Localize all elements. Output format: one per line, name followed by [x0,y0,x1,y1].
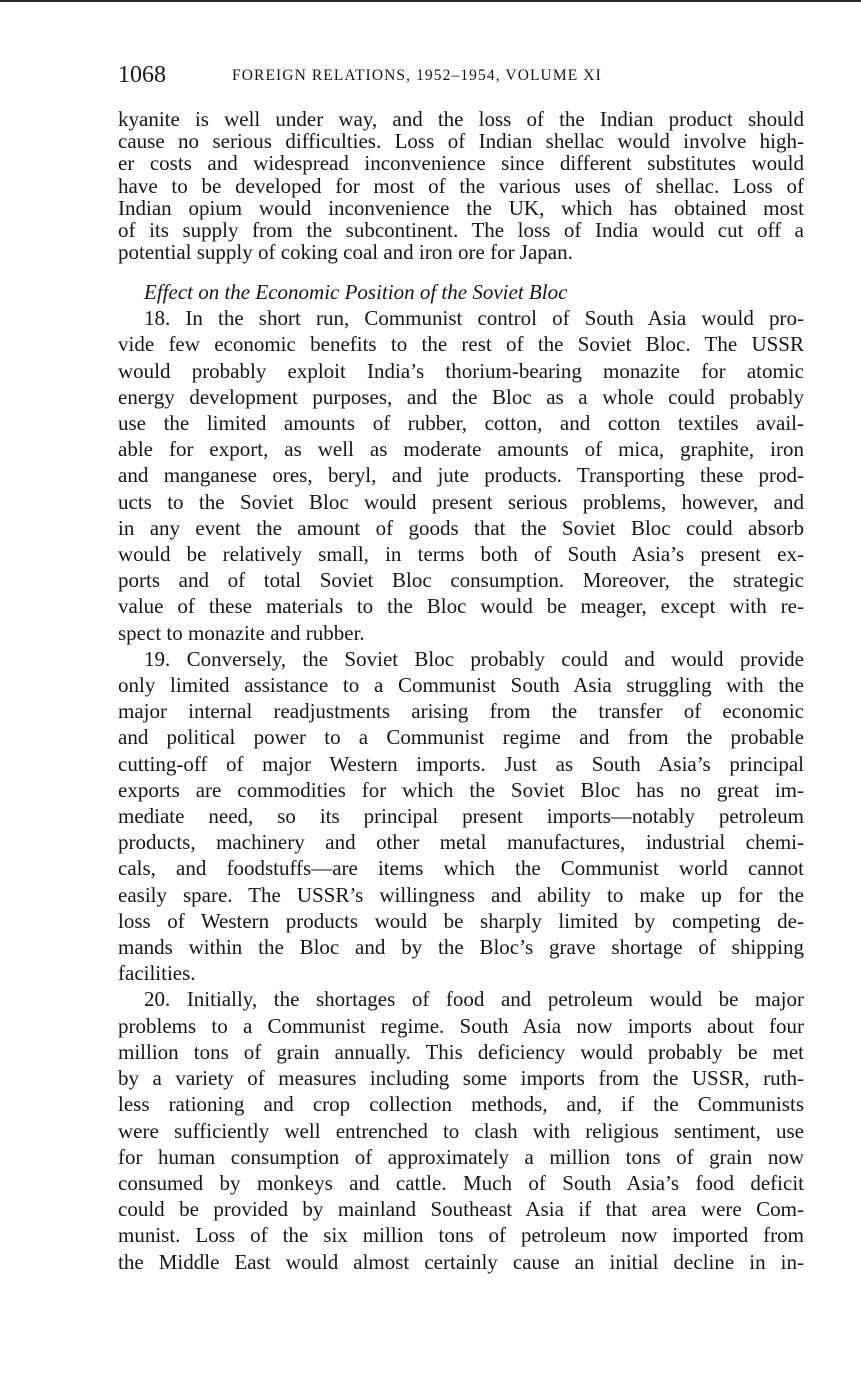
text-line: able for export, as well as moderate amounts of mica, graphite, iron [118,437,804,462]
text-line: ucts to the Soviet Bloc would present serious problems, however, and [118,489,804,514]
text-line: mediate need, so its principal present imports—notably petroleum [118,804,804,829]
text-line: major internal readjustments arising from the transfer of economic [118,699,804,724]
text-line: 19. Conversely, the Soviet Bloc probably could and would provide [144,646,804,671]
text-line: cause no serious difficulties. Loss of Indian shellac would involve high- [118,129,804,154]
text-line: less rationing and crop collection methods, and, if the Communists [118,1092,804,1117]
paragraph-19 [118,646,804,987]
text-line: exports are commodities for which the Soviet Bloc has no great im- [118,777,804,802]
text-line: cutting-off of major Western imports. Just as South Asia’s principal [118,751,804,776]
text-line: were sufficiently well entrenched to clash with religious sentiment, use [118,1118,804,1143]
page-number: 1068 [118,62,166,88]
text-line: products, machinery and other metal manufactures, industrial chemi- [118,830,804,855]
text-line: consumed by monkeys and cattle. Much of South Asia’s food deficit [118,1170,804,1195]
text-line: of its supply from the subcontinent. The loss of India would cut off a [118,218,804,243]
text-line: facilities. [118,961,196,986]
text-line: only limited assistance to a Communist South Asia struggling with the [118,673,804,698]
text-line: value of these materials to the Bloc would be meager, except with re- [118,594,804,619]
text-line: would probably exploit India’s thorium-bearing monazite for atomic [118,358,804,383]
top-border-rule [0,0,861,2]
text-line: the Middle East would almost certainly cause an initial decline in in- [118,1249,804,1274]
text-line: in any event the amount of goods that the Soviet Bloc could absorb [118,515,804,540]
text-line: and manganese ores, beryl, and jute products. Transporting these prod- [118,463,804,488]
text-line: kyanite is well under way, and the loss of the Indian product should [118,107,804,131]
text-line: ports and of total Soviet Bloc consumption. Moreover, the strategic [118,568,804,593]
text-line: 18. In the short run, Communist control of South Asia would pro- [144,306,804,331]
text-line: million tons of grain annually. This deficiency would probably be met [118,1039,804,1064]
main-body [118,279,804,1275]
text-line: would be relatively small, in terms both of South Asia’s present ex- [118,542,804,567]
text-line: mands within the Bloc and by the Bloc’s grave shortage of shipping [118,935,804,960]
section-heading: Effect on the Economic Position of the Soviet Bloc [144,280,568,304]
text-line: cals, and foodstuffs—are items which the Communist world cannot [118,856,804,881]
text-line: easily spare. The USSR’s willingness and ability to make up for the [118,882,804,907]
text-line: er costs and widespread inconvenience since different substitutes would [118,151,804,176]
running-head: FOREIGN RELATIONS, 1952–1954, VOLUME XI [232,67,602,84]
text-line: 20. Initially, the shortages of food and petroleum would be major [144,987,804,1012]
text-line: loss of Western products would be sharply limited by competing de- [118,908,804,933]
text-line: use the limited amounts of rubber, cotton, and cotton textiles avail- [118,411,804,436]
text-line: potential supply of coking coal and iron ore for Japan. [118,240,573,265]
text-line: could be provided by mainland Southeast Asia if that area were Com- [118,1197,804,1222]
continuation-paragraph [118,108,804,263]
text-line: energy development purposes, and the Bloc as a whole could probably [118,384,804,409]
text-line: Indian opium would inconvenience the UK, which has obtained most [118,195,804,220]
text-line: problems to a Communist regime. South Asia now imports about four [118,1013,804,1038]
text-line: munist. Loss of the six million tons of petroleum now imported from [118,1223,804,1248]
paragraph-18 [118,305,804,646]
text-line: vide few economic benefits to the rest of the Soviet Bloc. The USSR [118,332,804,357]
text-line: by a variety of measures including some imports from the USSR, ruth- [118,1066,804,1091]
text-line: for human consumption of approximately a million tons of grain now [118,1144,804,1169]
paragraph-20 [118,986,804,1274]
text-line: have to be developed for most of the various uses of shellac. Loss of [118,173,804,198]
text-line: and political power to a Communist regime and from the probable [118,725,804,750]
page-header [118,60,804,90]
text-line: spect to monazite and rubber. [118,620,365,645]
